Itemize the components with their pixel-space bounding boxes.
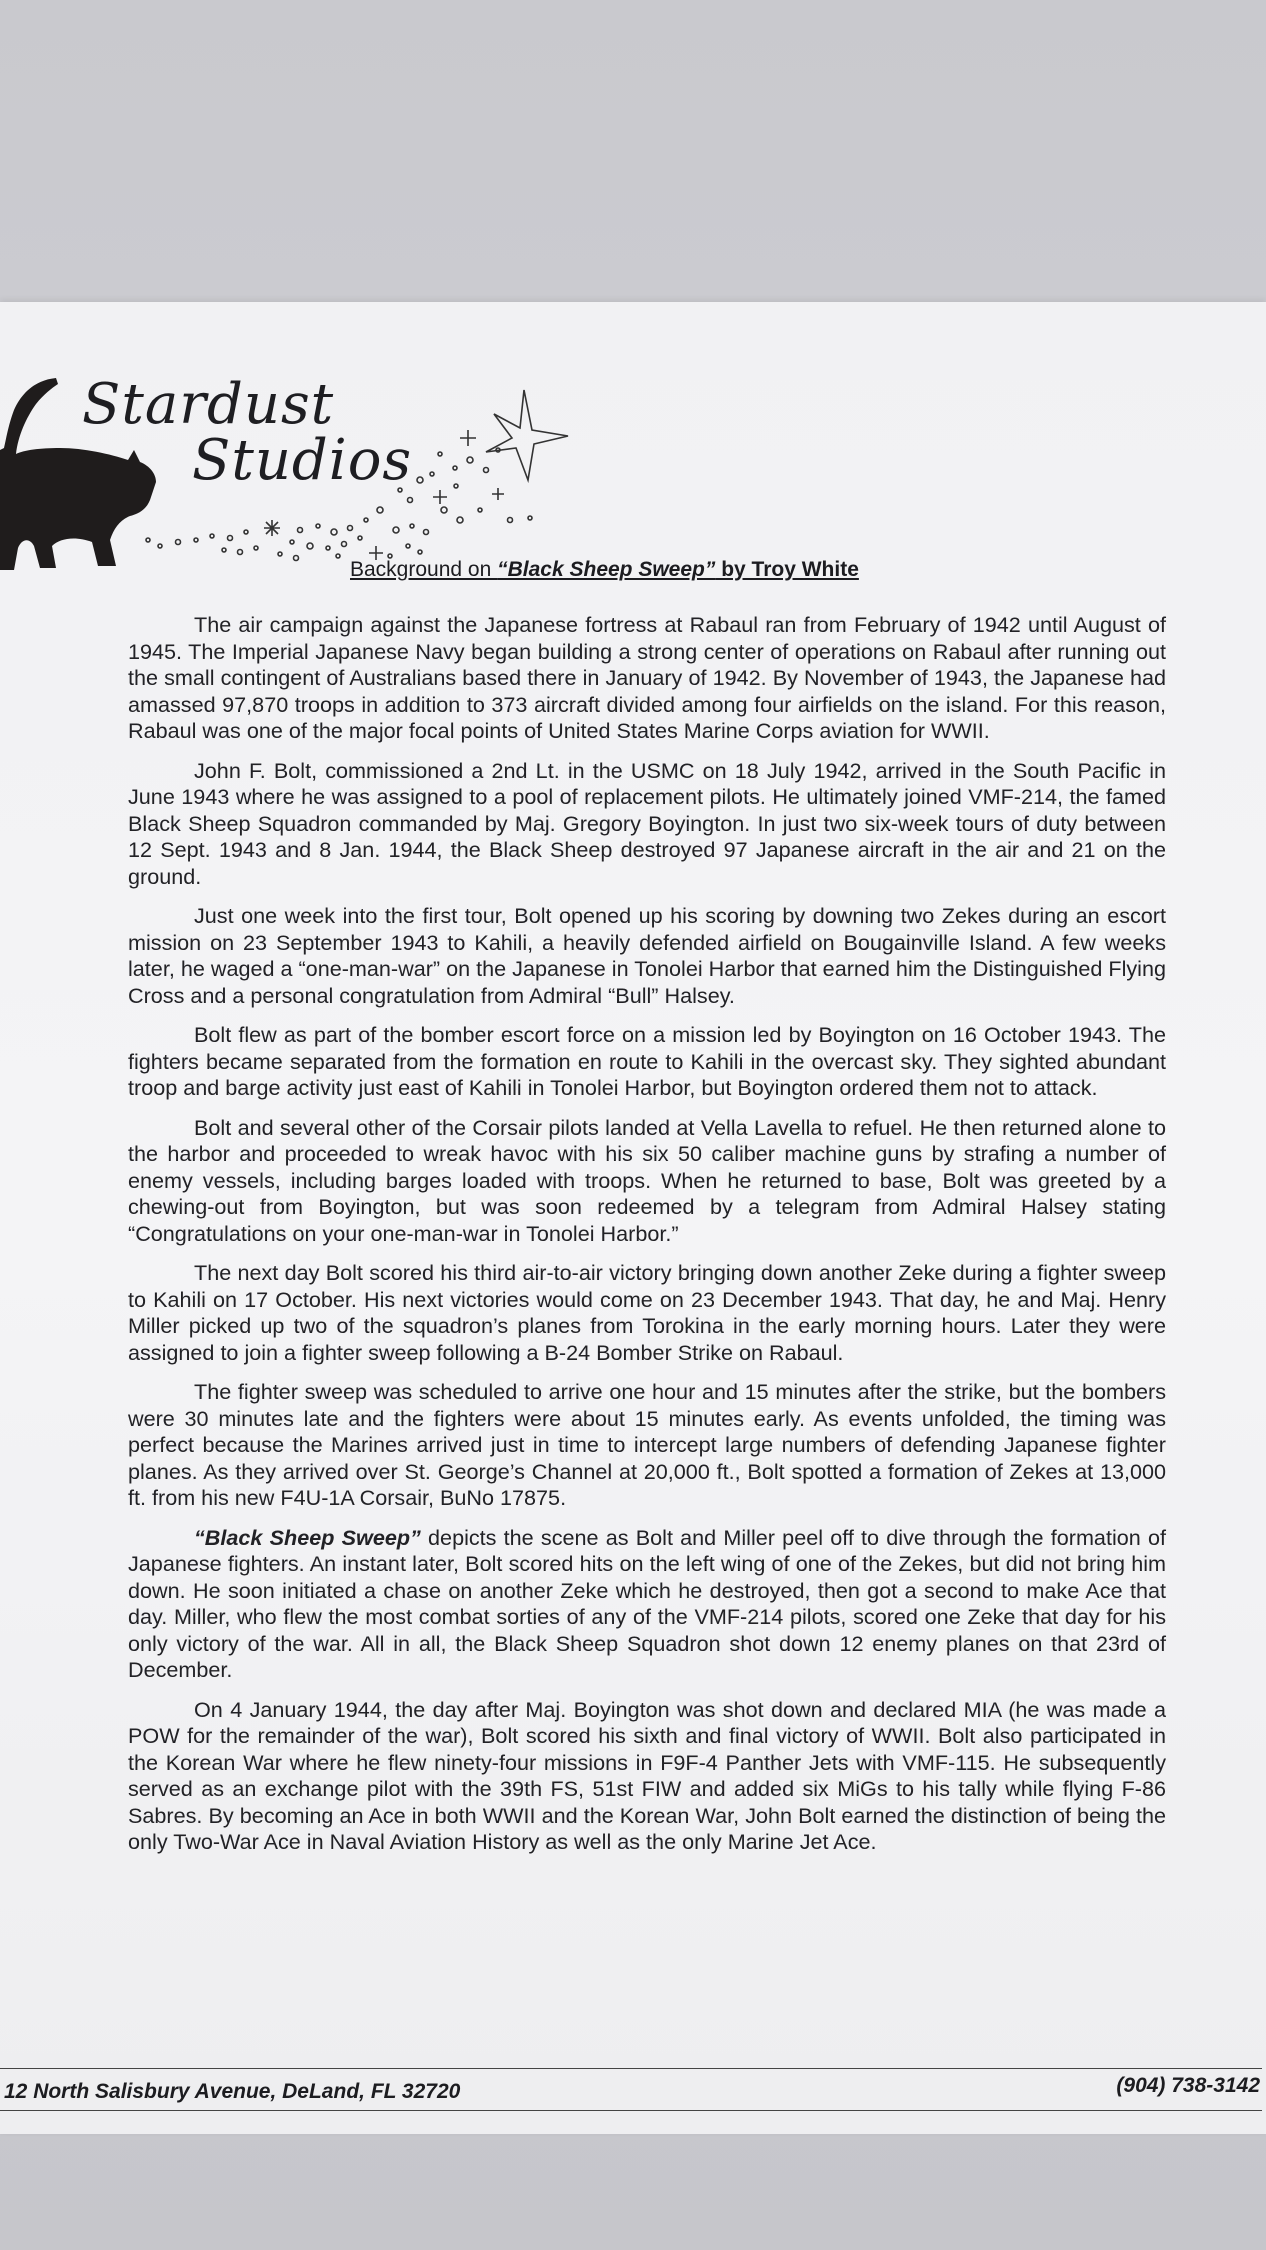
paragraph: On 4 January 1944, the day after Maj. Boyington was shot down and declared MIA (he was made a POW for the remainder of the war), Bolt scored his sixth and final victory of WWII. Bolt also participated in the Korean War where he flew ninety-four missions in F9F-4 Panther Jets with VMF-115. He subsequently served as an exchange pilot with the 39th FS, 51st FIW and added six MiGs to his tally while flying F-86 Sabres. By becoming an Ace in both WWII and the Korean War, John Bolt earned the distinction of being the only Two-War Ace in Naval Aviation History as well as the only Marine Jet Ace.: [128, 1696, 1166, 1854]
paragraph-rest: depicts the scene as Bolt and Miller peel off to dive through the formation of Japanese fighters. An instant later, Bolt scored hits on the left wing of one of the Zekes, but did not bring him down. He soon initiated a chase on another Zeke which he destroyed, then got a second to make Ace that day. Miller, who flew the most combat sorties of any of the VMF-214 pilots, scored one Zeke that day for his only victory of the war. All in all, the Black Sheep Squadron shot down 12 enemy planes on that 23rd of December.: [128, 1524, 1166, 1682]
paragraph-lead: “Black Sheep Sweep”: [194, 1524, 421, 1550]
paragraph: The next day Bolt scored his third air-to-air victory bringing down another Zeke during a fighter sweep to Kahili on 17 October. His next victories would come on 23 December 1943. That day, he and Maj. Henry Miller picked up two of the squadron’s planes from Torokina in the early morning hours. Later they were assigned to join a fighter sweep following a B-24 Bomber Strike on Rabaul.: [128, 1260, 1166, 1365]
logo-text-stardust: Stardust: [82, 372, 335, 437]
paragraph: The fighter sweep was scheduled to arrive one hour and 15 minutes after the strike, but the bombers were 30 minutes late and the fighters were about 15 minutes early. As events unfolded, the timing was perfect because the Marines arrived just in time to intercept large numbers of defending Japanese fighter planes. As they arrived over St. George’s Channel at 20,000 ft., Bolt spotted a formation of Zekes at 13,000 ft. from his new F4U-1A Corsair, BuNo 17875.: [128, 1379, 1166, 1510]
title-suffix: by Troy White: [715, 558, 859, 581]
logo-text-studios: Studios: [192, 428, 413, 493]
paragraph: Bolt and several other of the Corsair pilots landed at Vella Lavella to refuel. He then returned alone to the harbor and proceeded to wreak havoc with his six 50 caliber machine guns by strafing a number of enemy vessels, including barges loaded with troops. When he returned to base, Bolt was greeted by a chewing-out from Boyington, but was soon redeemed by a telegram from Admiral Halsey stating “Congratulations on your one-man-war in Tonolei Harbor.”: [128, 1114, 1166, 1246]
article-body: [128, 612, 1166, 1869]
paragraph: [128, 1525, 1166, 1684]
footer-address: 12 North Salisbury Avenue, DeLand, FL 32720: [4, 2080, 461, 2103]
title-work: “Black Sheep Sweep”: [497, 558, 716, 581]
title-prefix: Background on: [350, 558, 498, 581]
paragraph: Bolt flew as part of the bomber escort force on a mission led by Boyington on 16 October 1943. The fighters became separated from the formation en route to Kahili in the overcast sky. They sighted abundant troop and barge activity just east of Kahili in Tonolei Harbor, but Boyington ordered them not to attack.: [128, 1022, 1166, 1100]
footer-rule-top: [0, 2068, 1262, 2069]
footer-rule-bottom: [0, 2110, 1262, 2111]
page-title: [350, 558, 859, 582]
paragraph: Just one week into the first tour, Bolt opened up his scoring by downing two Zekes during an escort mission on 23 September 1943 to Kahili, a heavily defended airfield on Bougainville Island. A few weeks later, he waged a “one-man-war” on the Japanese in Tonolei Harbor that earned him the Distinguished Flying Cross and a personal congratulation from Admiral “Bull” Halsey.: [128, 903, 1166, 1008]
paragraph: The air campaign against the Japanese fortress at Rabaul ran from February of 1942 until August of 1945. The Imperial Japanese Navy began building a strong center of operations on Rabaul after running out the small contingent of Australians based there in January of 1942. By November of 1943, the Japanese had amassed 97,870 troops in addition to 373 aircraft divided among four airfields on the island. For this reason, Rabaul was one of the major focal points of United States Marine Corps aviation for WWII.: [128, 612, 1166, 743]
footer-phone: (904) 738-3142: [1116, 2074, 1260, 2097]
paragraph: John F. Bolt, commissioned a 2nd Lt. in the USMC on 18 July 1942, arrived in the South Pacific in June 1943 where he was assigned to a pool of replacement pilots. He ultimately joined VMF-214, the famed Black Sheep Squadron commanded by Maj. Gregory Boyington. In just two six-week tours of duty between 12 Sept. 1943 and 8 Jan. 1944, the Black Sheep destroyed 97 Japanese aircraft in the air and 21 on the ground.: [128, 757, 1166, 889]
